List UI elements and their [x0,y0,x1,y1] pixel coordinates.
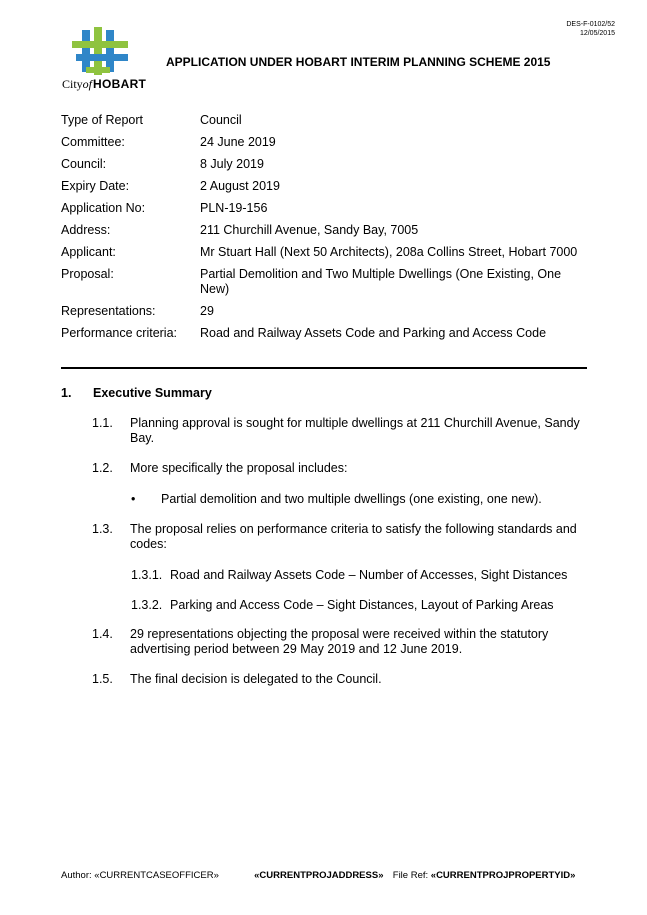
info-row [61,201,591,216]
item-number: 1.1. [92,416,113,430]
document-code: DES-F-0102/52 [566,21,615,28]
item-text: The proposal relies on performance criteria to satisfy the following standards and codes: [130,522,577,551]
bullet-item [131,492,581,507]
info-label: Representations: [61,304,156,318]
footer-fileref-value: «CURRENTPROJPROPERTYID» [430,870,576,881]
summary-item [92,672,582,687]
summary-item [92,416,582,446]
footer-author-label: Author: [61,870,92,881]
info-value: Council [200,113,242,127]
logo-hobart-text: HOBART [93,77,147,91]
section-number: 1. [61,386,72,400]
info-value: PLN-19-156 [200,201,268,215]
document-date: 12/05/2015 [579,30,615,37]
logo-city-text: City [62,77,83,91]
item-number: 1.5. [92,672,113,686]
sub-item-text: Parking and Access Code – Sight Distances, Layout of Parking Areas [170,598,554,612]
sub-item-number: 1.3.2. [131,598,163,612]
sub-item [131,598,581,613]
summary-item [92,522,582,552]
info-label: Address: [61,223,111,237]
info-label: Expiry Date: [61,179,130,193]
application-info-table [61,113,591,341]
item-text: Planning approval is sought for multiple dwellings at 211 Churchill Avenue, Sandy Bay. [130,416,580,445]
document-reference [566,20,615,38]
sub-item-number: 1.3.1. [131,568,163,582]
info-row [61,245,591,260]
footer-fileref-label: File Ref: [392,870,429,881]
footer-author-value: «CURRENTCASEOFFICER» [94,870,219,881]
item-number: 1.4. [92,627,113,641]
item-text: More specifically the proposal includes: [130,461,348,475]
item-number: 1.2. [92,461,113,475]
section-divider [61,367,587,369]
sub-item-text: Road and Railway Assets Code – Number of Accesses, Sight Distances [170,568,568,582]
info-row [61,135,591,150]
info-row [61,267,591,297]
sub-item [131,568,581,583]
info-value: 211 Churchill Avenue, Sandy Bay, 7005 [200,223,419,237]
item-text: The final decision is delegated to the Council. [130,672,382,686]
info-label: Committee: [61,135,125,149]
bullet-text: Partial demolition and two multiple dwellings (one existing, one new). [161,492,542,506]
info-row [61,304,591,319]
info-label: Applicant: [61,245,116,259]
info-value: Partial Demolition and Two Multiple Dwellings (One Existing, One New) [200,267,562,296]
info-label: Council: [61,157,107,171]
info-row [61,157,591,172]
info-row [61,179,591,194]
summary-item [92,627,582,657]
page-title: APPLICATION UNDER HOBART INTERIM PLANNING SCHEME 2015 [166,55,551,69]
section-heading [61,386,212,401]
footer-address: «CURRENTPROJADDRESS» [254,870,384,881]
info-label: Proposal: [61,267,114,281]
page-footer [61,870,591,881]
logo-of-text: of [82,77,93,91]
info-value: Mr Stuart Hall (Next 50 Architects), 208a Collins Street, Hobart 7000 [200,245,578,259]
info-label: Performance criteria: [61,326,178,340]
info-value: 2 August 2019 [200,179,280,193]
logo-wordmark [62,77,146,92]
summary-item [92,461,582,476]
info-value: 29 [200,304,214,318]
info-label: Application No: [61,201,146,215]
info-row [61,223,591,238]
info-value: Road and Railway Assets Code and Parking and Access Code [200,326,547,340]
info-row [61,326,591,341]
section-title: Executive Summary [93,386,212,400]
info-value: 8 July 2019 [200,157,264,171]
info-row [61,113,591,128]
info-label: Type of Report [61,113,143,127]
bullet-icon: • [131,492,136,506]
item-number: 1.3. [92,522,113,536]
info-value: 24 June 2019 [200,135,276,149]
item-text: 29 representations objecting the proposal were received within the statutory advertising period between 29 May 2019 and 12 June 2019. [130,627,549,656]
